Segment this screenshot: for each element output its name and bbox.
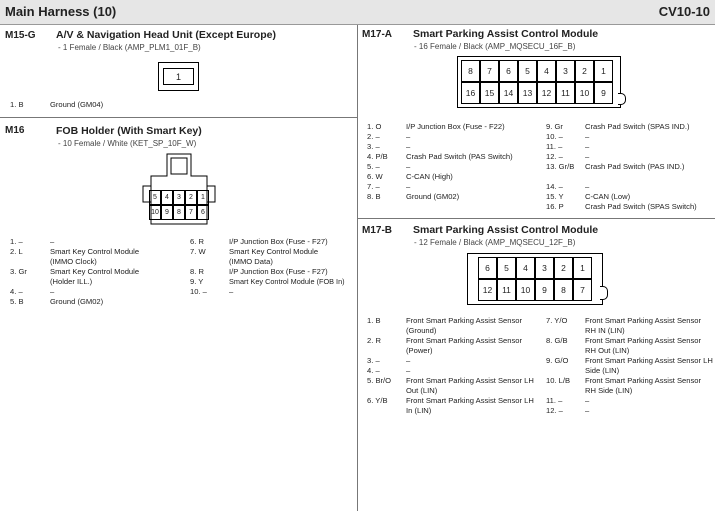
- connector-name: Smart Parking Assist Control Module: [413, 224, 599, 236]
- pin-description: Front Smart Parking Assist Sensor LH In (LIN): [406, 396, 534, 415]
- pin-cell: 8: [461, 60, 480, 82]
- pin-number: 1. B: [10, 100, 24, 109]
- pin-cell: 2: [554, 257, 573, 279]
- pin-description: Ground (GM04): [50, 100, 104, 109]
- pin-cell: 1: [163, 68, 194, 85]
- pin-cell: 3: [173, 190, 185, 205]
- pin-number: 10. L/B: [546, 376, 571, 385]
- pin-number: 9. G/O: [546, 356, 569, 365]
- pin-cell: 7: [573, 279, 592, 301]
- pin-description: –: [406, 356, 411, 365]
- pin-description: –: [585, 132, 590, 141]
- page-title: Main Harness (10): [5, 4, 117, 19]
- pin-cell: 7: [480, 60, 499, 82]
- pin-cell: 1: [197, 190, 209, 205]
- pin-description: Smart Key Control Module (Holder ILL.): [50, 267, 140, 286]
- pin-cell: 11: [497, 279, 516, 301]
- pin-cell: 8: [554, 279, 573, 301]
- pin-number: 8. R: [190, 267, 204, 276]
- pin-number: 2. R: [367, 336, 381, 345]
- pin-cell: 4: [537, 60, 556, 82]
- pin-cell: 9: [535, 279, 554, 301]
- pin-cell: 4: [516, 257, 535, 279]
- pin-number: 2. L: [10, 247, 23, 256]
- connector-latch: [600, 286, 608, 300]
- pin-number: 5. Br/O: [367, 376, 392, 385]
- pin-number: 3. –: [367, 142, 380, 151]
- pin-number: 4. –: [10, 287, 23, 296]
- pin-cell: 5: [497, 257, 516, 279]
- connector-latch: [618, 93, 626, 105]
- pin-number: 5. –: [367, 162, 380, 171]
- pin-description: C-CAN (High): [406, 172, 453, 181]
- pin-description: –: [406, 142, 411, 151]
- pin-description: Ground (GM02): [50, 297, 104, 306]
- pin-cell: 12: [478, 279, 497, 301]
- pin-number: 10. –: [190, 287, 207, 296]
- pin-grid: [478, 257, 592, 301]
- pin-cell: 3: [556, 60, 575, 82]
- pin-cell: 6: [499, 60, 518, 82]
- pin-description: Smart Key Control Module (FOB In): [229, 277, 345, 286]
- pin-number: 10. –: [546, 132, 563, 141]
- pin-description: Front Smart Parking Assist Sensor RH Out (LIN): [585, 336, 702, 355]
- pin-cell: 15: [480, 82, 499, 104]
- pin-description: I/P Junction Box (Fuse - F22): [406, 122, 505, 131]
- pin-grid: [149, 190, 209, 220]
- connector-id: M17-A: [362, 29, 393, 40]
- pin-description: Front Smart Parking Assist Sensor LH Out (LIN): [406, 376, 534, 395]
- pin-cell: 16: [461, 82, 480, 104]
- pin-description: –: [50, 287, 55, 296]
- pin-cell: 5: [518, 60, 537, 82]
- pin-description: Front Smart Parking Assist Sensor (Ground): [406, 316, 523, 335]
- pin-number: 12. –: [546, 152, 563, 161]
- pin-description: –: [50, 237, 55, 246]
- pin-cell: 6: [478, 257, 497, 279]
- section-divider: [0, 117, 357, 118]
- pin-number: 8. B: [367, 192, 381, 201]
- pin-description: Front Smart Parking Assist Sensor RH Side (LIN): [585, 376, 702, 395]
- pin-description: Front Smart Parking Assist Sensor (Power): [406, 336, 523, 355]
- pin-number: 3. –: [367, 356, 380, 365]
- column-divider: [357, 25, 358, 511]
- pin-description: –: [585, 142, 590, 151]
- pin-number: 6. R: [190, 237, 204, 246]
- pin-number: 6. W: [367, 172, 383, 181]
- pin-cell: 11: [556, 82, 575, 104]
- pin-number: 1. –: [10, 237, 23, 246]
- pin-description: Ground (GM02): [406, 192, 460, 201]
- pin-cell: 4: [161, 190, 173, 205]
- pin-description: –: [585, 406, 590, 415]
- pin-description: –: [229, 287, 234, 296]
- connector-diagram: [141, 152, 217, 227]
- pin-number: 16. P: [546, 202, 564, 211]
- pin-cell: 9: [161, 205, 173, 220]
- pin-number: 8. G/B: [546, 336, 568, 345]
- pin-cell: 2: [575, 60, 594, 82]
- pin-cell: 12: [537, 82, 556, 104]
- connector-diagram: [158, 62, 199, 91]
- pin-description: I/P Junction Box (Fuse - F27): [229, 237, 328, 246]
- pin-description: –: [406, 162, 411, 171]
- pin-number: 13. Gr/B: [546, 162, 575, 171]
- pin-cell: 3: [535, 257, 554, 279]
- pin-description: –: [406, 132, 411, 141]
- pin-description: I/P Junction Box (Fuse - F27): [229, 267, 328, 276]
- pin-number: 15. Y: [546, 192, 564, 201]
- connector-spec: - 12 Female / Black (AMP_MQSECU_12F_B): [414, 238, 576, 247]
- pin-number: 4. –: [367, 366, 380, 375]
- connector-name: A/V & Navigation Head Unit (Except Europe): [56, 29, 276, 41]
- pin-number: 2. –: [367, 132, 380, 141]
- connector-name: Smart Parking Assist Control Module: [413, 28, 599, 40]
- pin-number: 1. O: [367, 122, 382, 131]
- pin-number: 9. Y: [190, 277, 204, 286]
- pin-number: 3. Gr: [10, 267, 27, 276]
- connector-name: FOB Holder (With Smart Key): [56, 125, 202, 137]
- pin-description: Smart Key Control Module (IMMO Data): [229, 247, 319, 266]
- pin-number: 9. Gr: [546, 122, 563, 131]
- pin-number: 11. –: [546, 396, 563, 405]
- pin-cell: 7: [185, 205, 197, 220]
- pin-cell: 10: [575, 82, 594, 104]
- connector-diagram: [467, 253, 603, 305]
- pin-number: 12. –: [546, 406, 563, 415]
- pin-description: –: [406, 366, 411, 375]
- pin-description: Front Smart Parking Assist Sensor RH IN (LIN): [585, 316, 702, 335]
- pin-number: 14. –: [546, 182, 563, 191]
- section-divider: [358, 218, 715, 219]
- pin-cell: 1: [573, 257, 592, 279]
- pin-description: –: [406, 182, 411, 191]
- pin-cell: 2: [185, 190, 197, 205]
- pin-cell: 1: [594, 60, 613, 82]
- pin-description: –: [585, 152, 590, 161]
- pin-number: 6. Y/B: [367, 396, 388, 405]
- pin-description: Smart Key Control Module (IMMO Clock): [50, 247, 140, 266]
- pin-number: 5. B: [10, 297, 24, 306]
- connector-spec: - 16 Female / Black (AMP_MQSECU_16F_B): [414, 42, 576, 51]
- pin-number: 7. –: [367, 182, 380, 191]
- connector-id: M16: [5, 125, 25, 136]
- page-code: CV10-10: [658, 4, 710, 19]
- pin-number: 7. W: [190, 247, 206, 256]
- pin-description: Crash Pad Switch (SPAS IND.): [585, 122, 690, 131]
- pin-grid: [461, 60, 613, 104]
- pin-description: Crash Pad Switch (PAS IND.): [585, 162, 685, 171]
- pin-number: 11. –: [546, 142, 563, 151]
- connector-id: M17-B: [362, 225, 393, 236]
- pin-description: Crash Pad Switch (SPAS Switch): [585, 202, 697, 211]
- pin-description: Crash Pad Switch (PAS Switch): [406, 152, 513, 161]
- pin-cell: 8: [173, 205, 185, 220]
- pin-cell: 13: [518, 82, 537, 104]
- connector-id: M15-G: [5, 30, 36, 41]
- pin-description: –: [585, 182, 590, 191]
- pin-cell: 10: [149, 205, 161, 220]
- pin-number: 1. B: [367, 316, 381, 325]
- pin-description: C-CAN (Low): [585, 192, 631, 201]
- pin-cell: 9: [594, 82, 613, 104]
- connector-spec: - 1 Female / Black (AMP_PLM1_01F_B): [58, 43, 201, 52]
- connector-diagram: [457, 56, 621, 108]
- connector-spec: - 10 Female / White (KET_SP_10F_W): [58, 139, 197, 148]
- pin-number: 4. P/B: [367, 152, 388, 161]
- pin-description: Front Smart Parking Assist Sensor LH Side (LIN): [585, 356, 713, 375]
- pin-cell: 10: [516, 279, 535, 301]
- pin-cell: 6: [197, 205, 209, 220]
- pin-cell: 14: [499, 82, 518, 104]
- pin-number: 7. Y/O: [546, 316, 568, 325]
- pin-description: –: [585, 396, 590, 405]
- pin-cell: 5: [149, 190, 161, 205]
